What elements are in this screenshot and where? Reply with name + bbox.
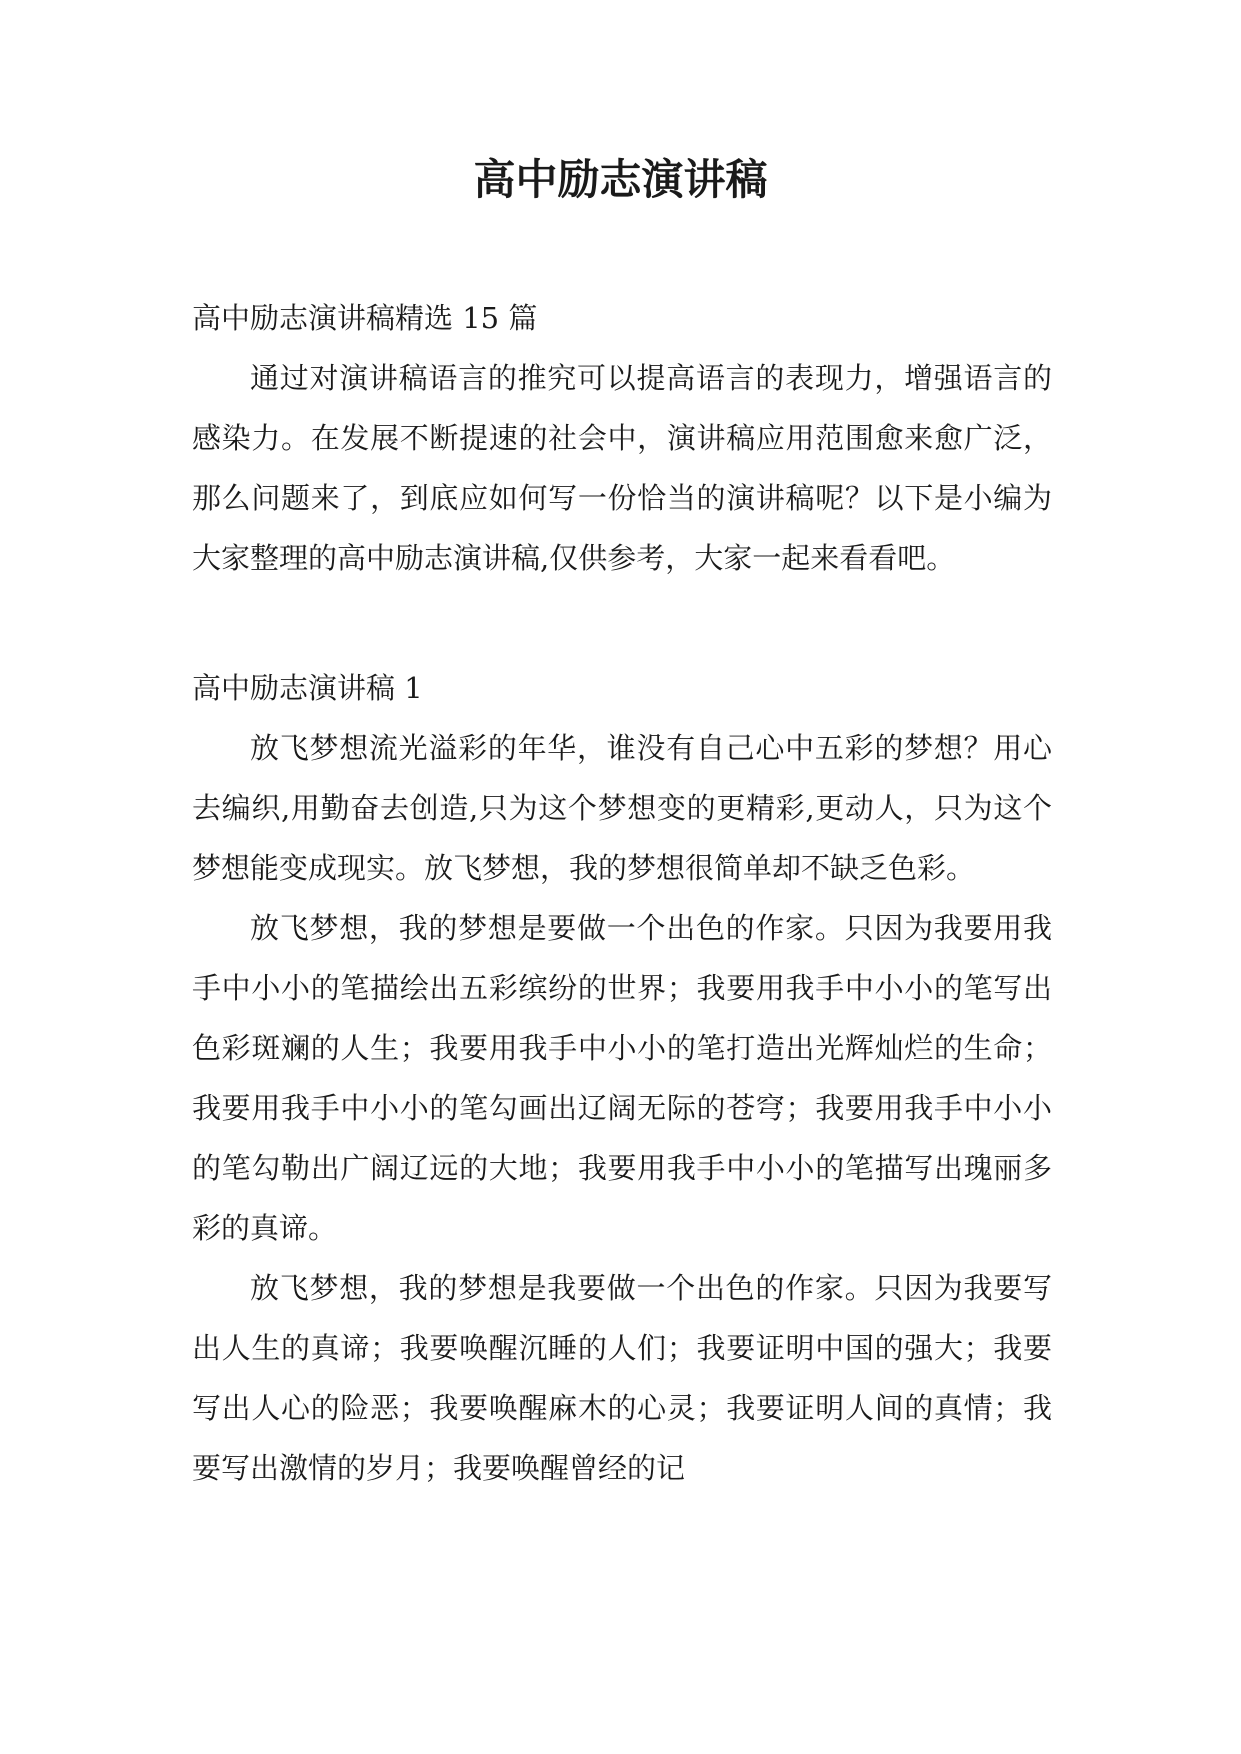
document-title: 高中励志演讲稿	[473, 155, 768, 204]
section-spacer	[192, 588, 1052, 658]
paragraph: 放飞梦想流光溢彩的年华，谁没有自己心中五彩的梦想？用心去编织,用勤奋去创造,只为这个梦想变的更精彩,更动人，只为这个梦想能变成现实。放飞梦想，我的梦想很简单却不缺乏色彩。	[192, 731, 1052, 885]
subtitle: 高中励志演讲稿精选 15 篇	[192, 301, 538, 335]
document-body	[192, 288, 1052, 1498]
paragraph: 放飞梦想，我的梦想是我要做一个出色的作家。只因为我要写出人生的真谛；我要唤醒沉睡的人们；我要证明中国的强大；我要写出人心的险恶；我要唤醒麻木的心灵；我要证明人间的真情；我要写出激情的岁月；我要唤醒曾经的记	[192, 1271, 1052, 1485]
section-heading: 高中励志演讲稿 1	[192, 671, 423, 705]
paragraph: 放飞梦想，我的梦想是要做一个出色的作家。只因为我要用我手中小小的笔描绘出五彩缤纷的世界；我要用我手中小小的笔写出色彩斑斓的人生；我要用我手中小小的笔打造出光辉灿烂的生命；我要用我手中小小的笔勾画出辽阔无际的苍穹；我要用我手中小小的笔勾勒出广阔辽远的大地；我要用我手中小小的笔描写出瑰丽多彩的真谛。	[192, 911, 1052, 1245]
intro-paragraph: 通过对演讲稿语言的推究可以提高语言的表现力，增强语言的感染力。在发展不断提速的社会中，演讲稿应用范围愈来愈广泛，那么问题来了，到底应如何写一份恰当的演讲稿呢？以下是小编为大家整理的高中励志演讲稿,仅供参考，大家一起来看看吧。	[192, 361, 1052, 575]
